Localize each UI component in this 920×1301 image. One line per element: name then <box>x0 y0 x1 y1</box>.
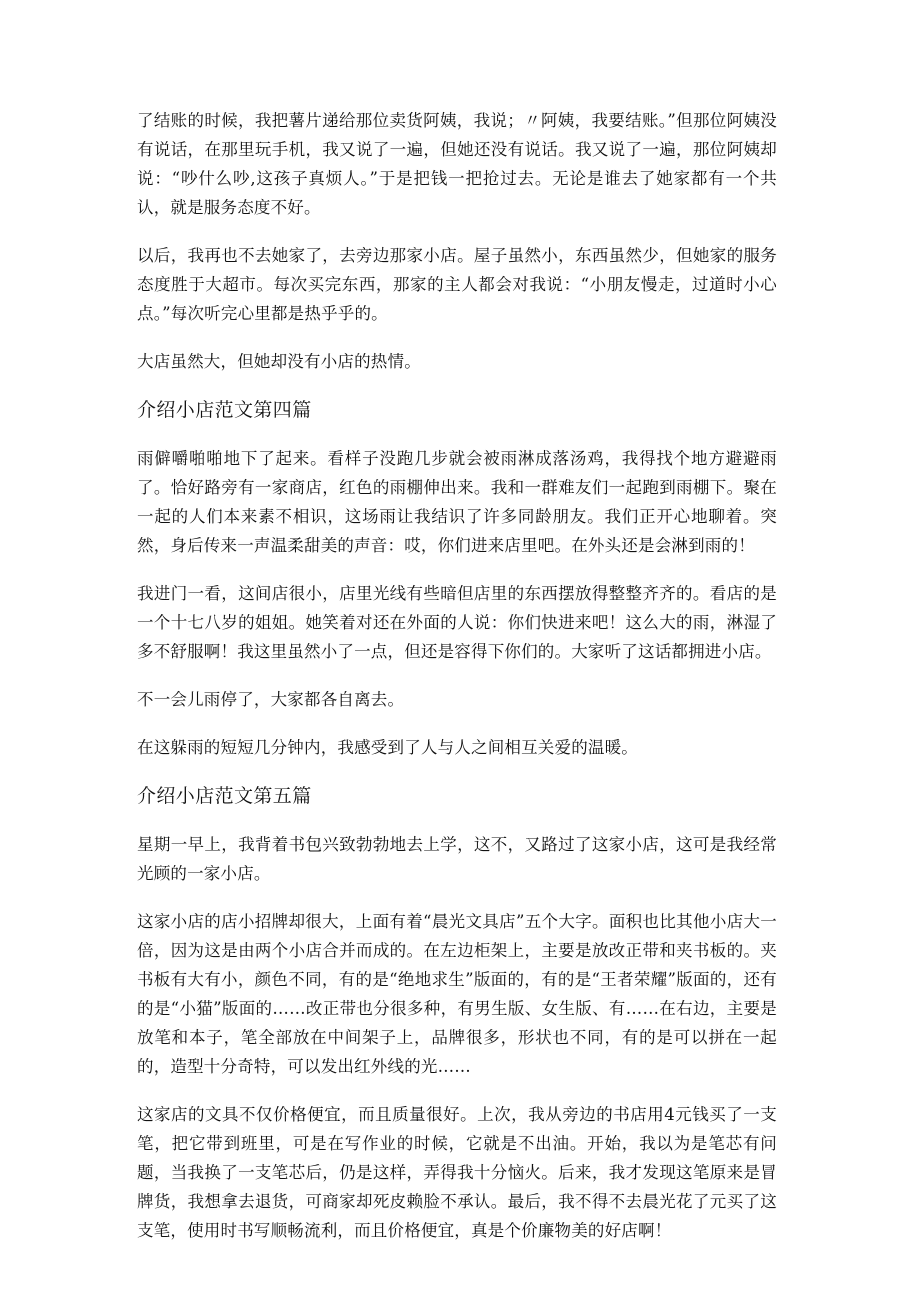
section-heading: 介绍小店范文第五篇 <box>137 785 312 807</box>
section-heading: 介绍小店范文第四篇 <box>137 399 312 421</box>
document-page <box>137 106 777 1264</box>
paragraph: 星期一早上，我背着书包兴致勃勃地去上学，这不，又路过了这家小店，这可是我经常光顾的一家小店。 <box>137 835 777 883</box>
paragraph: 了结账的时候，我把薯片递给那位卖货阿姨，我说；〃阿姨，我要结账。”但那位阿姨没有说话，在那里玩手机，我又说了一遍，但她还没有说话。我又说了一遍，那位阿姨却说：“吵什么吵,这孩子真烦人。”于是把钱一把抢过去。无论是谁去了她家都有一个共认，就是服务态度不好。 <box>137 111 777 217</box>
paragraph: 大店虽然大，但她却没有小店的热情。 <box>137 352 421 371</box>
paragraph: 不一会儿雨停了，大家都各自离去。 <box>137 690 405 709</box>
paragraph: 以后，我再也不去她家了，去旁边那家小店。屋子虽然小，东西虽然少，但她家的服务态度胜于大超市。每次买完东西，那家的主人都会对我说：“小朋友慢走，过道时小心点。”每次听完心里都是热乎乎的。 <box>137 246 777 323</box>
paragraph: 这家小店的店小招牌却很大，上面有着“晨光文具店”五个大字。面积也比其他小店大一倍，因为这是由两个小店合并而成的。在左边柜架上，主要是放改正带和夹书板的。夹书板有大有小，颜色不同，有的是“绝地求生”版面的，有的是“王者荣耀”版面的，还有的是“小猫”版面的……改正带也分很多种，有男生版、女生版、有……在右边，主要是放笔和本子，笔全部放在中间架子上，品牌很多，形状也不同，有的是可以拼在一起的，造型十分奇特，可以发出红外线的光…… <box>137 912 777 1076</box>
paragraph: 这家店的文具不仅价格便宜，而且质量很好。上次，我从旁边的书店用4元钱买了一支笔，把它带到班里，可是在写作业的时候，它就是不出油。开始，我以为是笔芯有问题，当我换了一支笔芯后，仍是这样，弄得我十分恼火。后来，我才发现这笔原来是冒牌货，我想拿去退货，可商家却死皮赖脸不承认。最后，我不得不去晨光花了元买了这支笔，使用时书写顺畅流利，而且价格便宜，真是个价廉物美的好店啊！ <box>137 1105 777 1240</box>
paragraph: 雨僻嚼啪啪地下了起来。看样子没跑几步就会被雨淋成落汤鸡，我得找个地方避避雨了。恰好路旁有一家商店，红色的雨棚伸出来。我和一群难友们一起跑到雨棚下。聚在一起的人们本来素不相识，这场雨让我结识了许多同龄朋友。我们正开心地聊着。突然，身后传来一声温柔甜美的声音：哎，你们进来店里吧。在外头还是会淋到雨的！ <box>137 449 777 555</box>
paragraph: 我进门一看，这间店很小，店里光线有些暗但店里的东西摆放得整整齐齐的。看店的是一个十七八岁的姐姐。她笑着对还在外面的人说：你们快进来吧！这么大的雨，淋湿了多不舒服啊！我这里虽然小了一点，但还是容得下你们的。大家听了这话都拥进小店。 <box>137 584 777 661</box>
paragraph: 在这躲雨的短短几分钟内，我感受到了人与人之间相互关爱的温暖。 <box>137 738 638 757</box>
